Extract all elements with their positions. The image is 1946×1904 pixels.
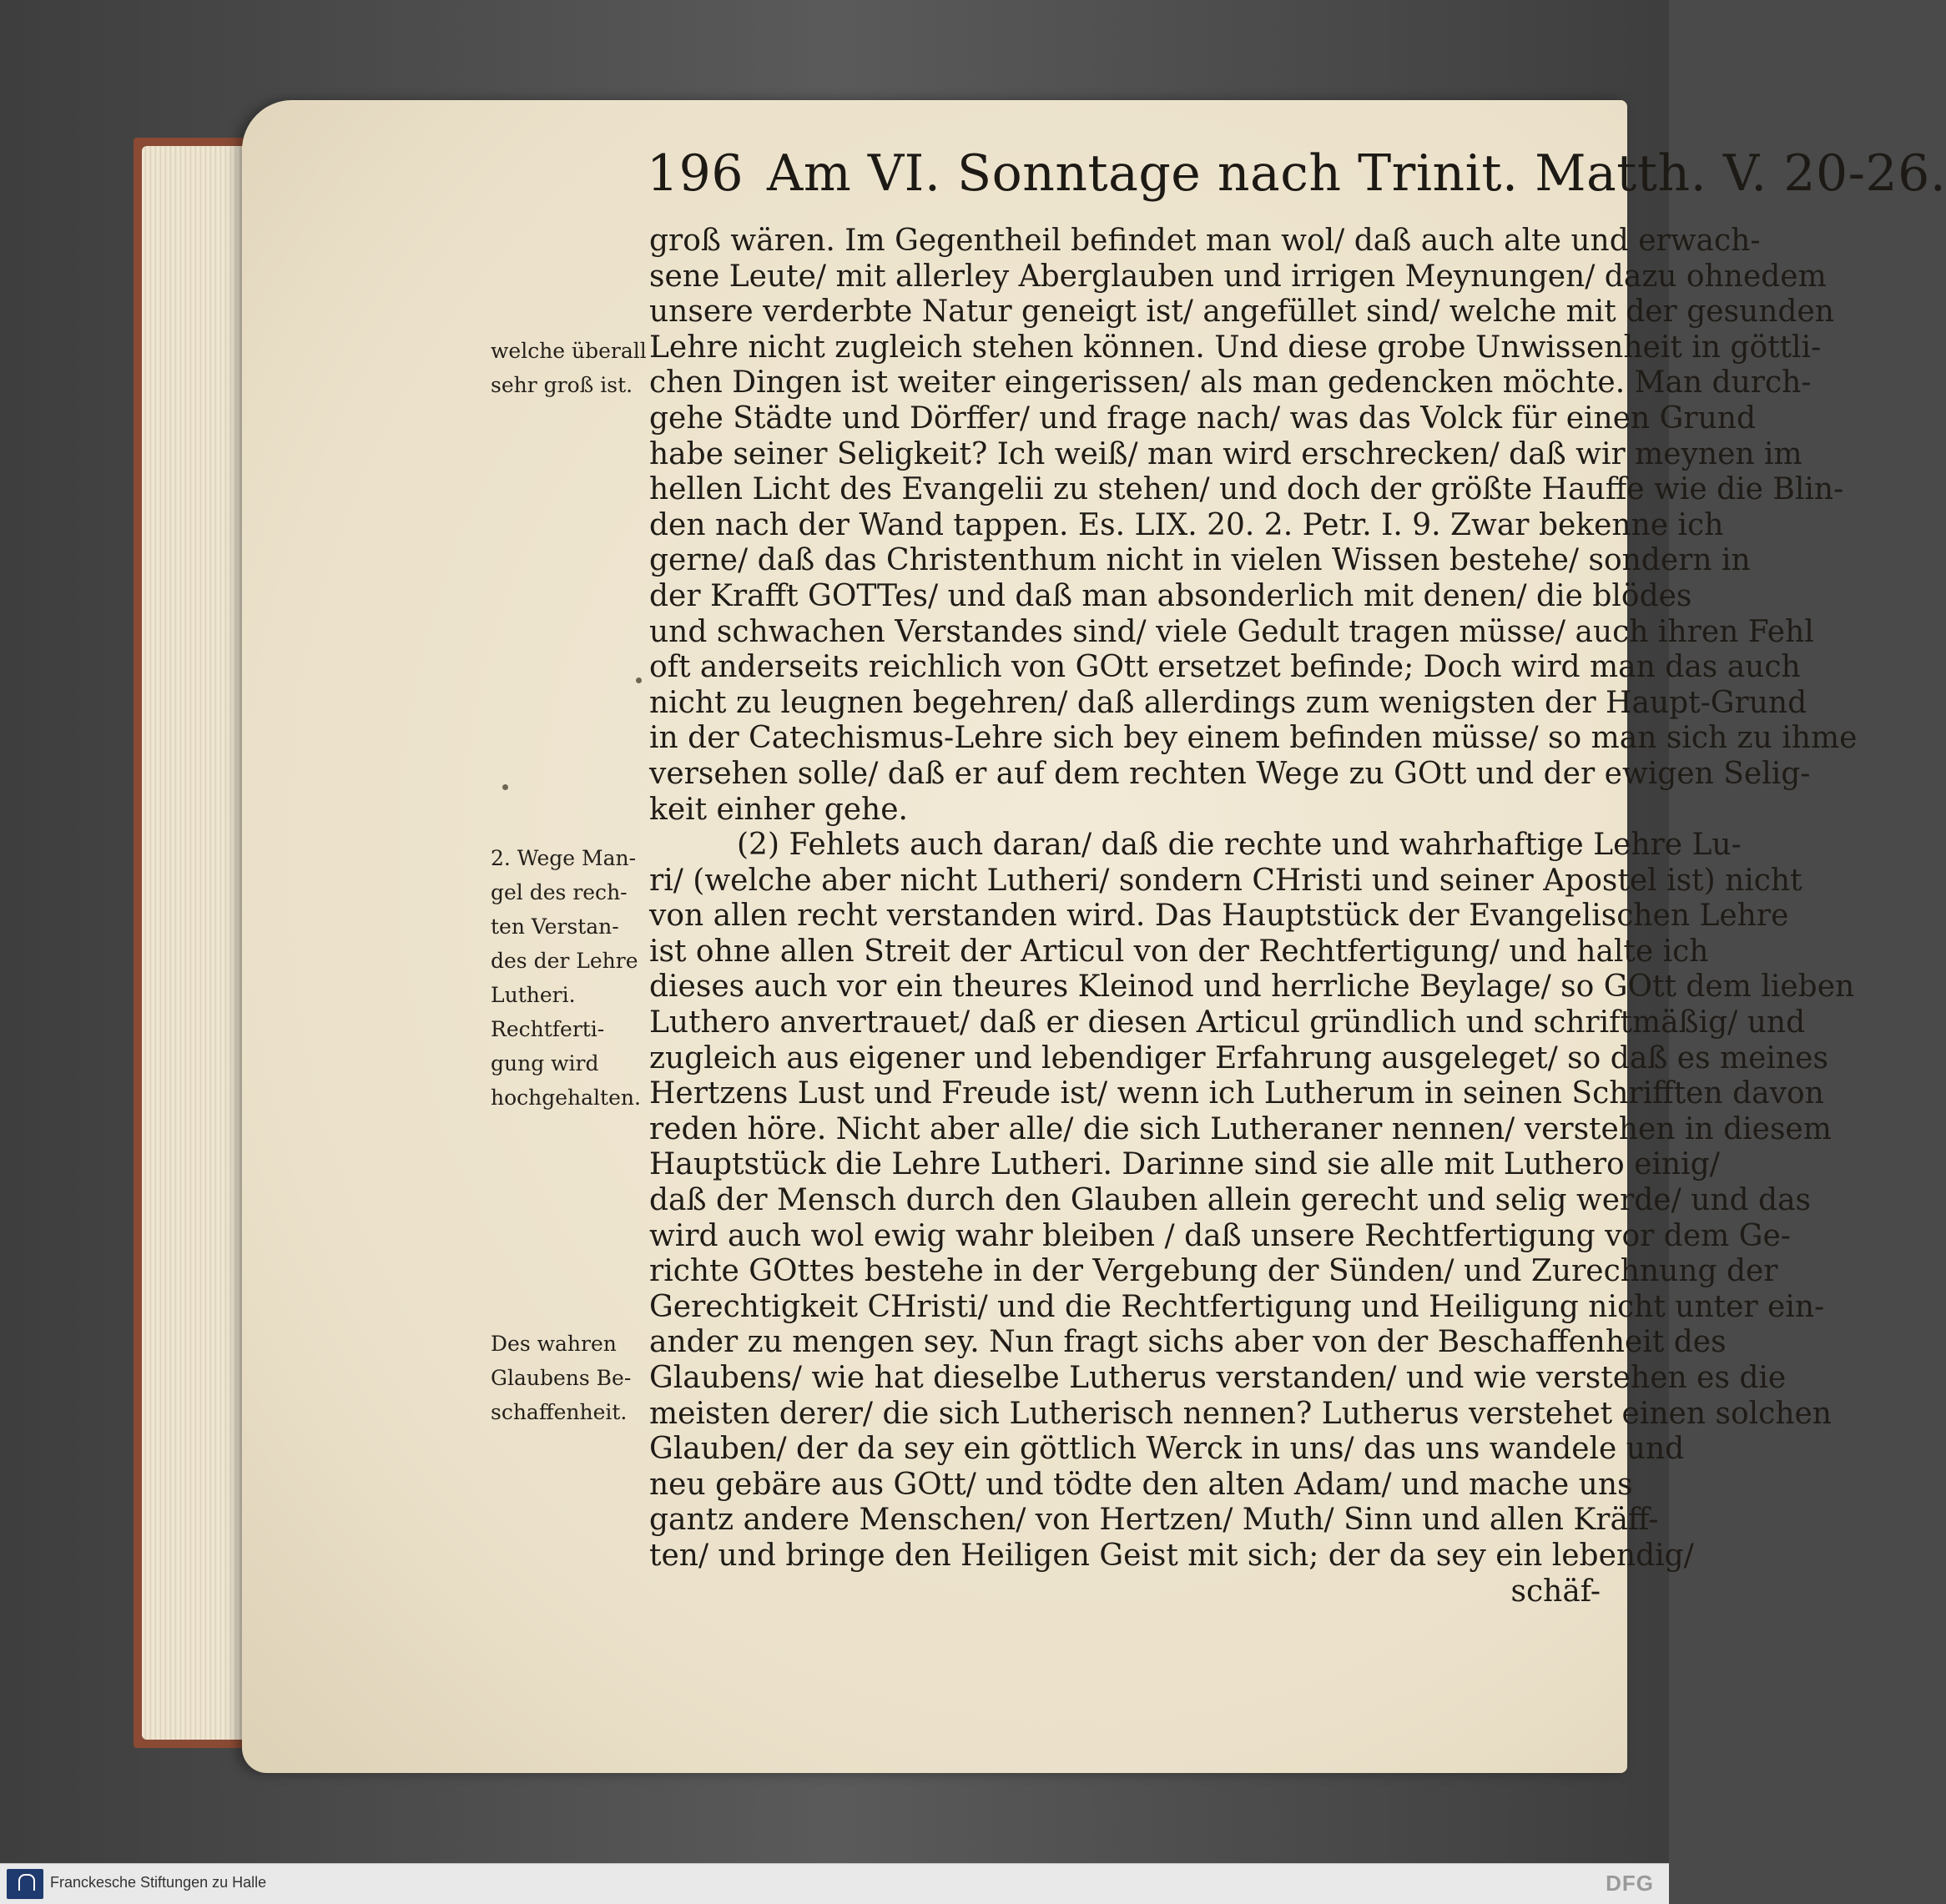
text-line: Hertzens Lust und Freude ist/ wenn ich Lutherum in seinen Schrifften davon <box>649 1076 1824 1111</box>
margin-note-faith <box>491 1327 658 1429</box>
margin-note-line: Rechtferti- <box>491 1017 605 1041</box>
text-line: zugleich aus eigener und lebendiger Erfahrung ausgeleget/ so daß es meines <box>649 1040 1828 1075</box>
text-line: reden höre. Nicht aber alle/ die sich Lutheraner nennen/ verstehen in diesem <box>649 1111 1832 1146</box>
text-line: Luthero anvertrauet/ daß er diesen Articul gründlich und schriftmäßig/ und <box>649 1005 1806 1040</box>
margin-note-line: schaffenheit. <box>491 1400 628 1424</box>
margin-note-line: 2. Wege Man- <box>491 846 637 870</box>
text-line: richte GOttes bestehe in der Vergebung der Sünden/ und Zurechnung der <box>649 1254 1778 1289</box>
ink-speck <box>502 784 508 790</box>
body-text <box>649 224 1858 1609</box>
text-line: oft anderseits reichlich von GOtt ersetzet befinde; Doch wird man das auch <box>649 650 1801 685</box>
text-line: gerne/ daß das Christenthum nicht in vielen Wissen bestehe/ sondern in <box>649 543 1751 578</box>
margin-note-line: Des wahren <box>491 1332 617 1356</box>
text-line: Gerechtigkeit CHristi/ und die Rechtfertigung und Heiligung nicht unter ein- <box>649 1289 1825 1324</box>
text-line: sene Leute/ mit allerley Aberglauben und irrigen Meynungen/ dazu ohnedem <box>649 259 1827 294</box>
margin-note-line: gel des rech- <box>491 880 628 904</box>
catchword: schäf- <box>1510 1574 1601 1609</box>
text-line: Lehre nicht zugleich stehen können. Und diese grobe Unwissenheit in göttli- <box>649 330 1822 365</box>
text-line: groß wären. Im Gegentheil befindet man wol/ daß auch alte und erwach- <box>649 224 1761 258</box>
text-line: wird auch wol ewig wahr bleiben / daß unsere Rechtfertigung vor dem Ge- <box>649 1218 1791 1253</box>
text-line: der Krafft GOTTes/ und daß man absonderlich mit denen/ die blödes <box>649 578 1692 613</box>
text-line: versehen solle/ daß er auf dem rechten Wege zu GOtt und der ewigen Selig- <box>649 756 1811 791</box>
text-line: daß der Mensch durch den Glauben allein gerecht und selig werde/ und das <box>649 1183 1812 1218</box>
text-line: unsere verderbte Natur geneigt ist/ angefüllet sind/ welche mit der gesunden <box>649 295 1834 330</box>
margin-note-line: sehr groß ist. <box>491 373 633 397</box>
text-line: chen Dingen ist weiter eingerissen/ als man gedencken möchte. Man durch- <box>649 365 1812 400</box>
text-line: meisten derer/ die sich Lutherisch nennen? Lutherus verstehet einen solchen <box>649 1396 1832 1431</box>
margin-note-doctrine <box>491 841 658 1115</box>
dfg-logo[interactable]: DFG <box>1606 1871 1654 1896</box>
margin-note-line: welche überall <box>491 339 647 363</box>
text-line: den nach der Wand tappen. Es. LIX. 20. 2. Petr. I. 9. Zwar bekenne ich <box>649 507 1724 542</box>
margin-note-line: hochgehalten. <box>491 1085 641 1110</box>
text-line: in der Catechismus-Lehre sich bey einem befinden müsse/ so man sich zu ihme <box>649 721 1858 756</box>
margin-note-line: des der Lehre <box>491 949 638 973</box>
margin-note-line: ten Verstan- <box>491 914 619 939</box>
text-line: Hauptstück die Lehre Lutheri. Darinne sind sie alle mit Luthero einig/ <box>649 1147 1720 1182</box>
text-line: ander zu mengen sey. Nun fragt sichs aber von der Beschaffenheit des <box>649 1325 1727 1360</box>
text-line: dieses auch vor ein theures Kleinod und herrliche Beylage/ so GOtt dem lieben <box>649 970 1855 1005</box>
margin-note-line: Glaubens Be- <box>491 1366 632 1390</box>
text-line: gehe Städte und Dörffer/ und frage nach/ was das Volck für einen Grund <box>649 400 1757 436</box>
text-line: ten/ und bringe den Heiligen Geist mit sich; der da sey ein lebendig/ <box>649 1538 1694 1573</box>
text-line: von allen recht verstanden wird. Das Hauptstück der Evangelischen Lehre <box>649 899 1789 934</box>
text-line: nicht zu leugnen begehren/ daß allerdings zum wenigsten der Haupt-Grund <box>649 685 1807 720</box>
text-line: keit einher gehe. <box>649 792 908 827</box>
text-line: hellen Licht des Evangelii zu stehen/ und doch der größte Hauffe wie die Blin- <box>649 472 1844 507</box>
margin-note-line: gung wird <box>491 1051 599 1075</box>
text-line: gantz andere Menschen/ von Hertzen/ Muth/ Sinn und allen Kräff- <box>649 1503 1659 1538</box>
page-edges <box>142 146 250 1740</box>
text-line: ri/ (welche aber nicht Lutheri/ sondern CHristi und seiner Apostel ist) nicht <box>649 863 1802 898</box>
paragraph-start-line: (2) Fehlets auch daran/ daß die rechte und wahrhaftige Lehre Lu- <box>737 828 1742 863</box>
ink-speck <box>636 677 642 683</box>
running-head-title: Am VI. Sonntage nach Trinit. Matth. V. 20-26. <box>767 144 1946 203</box>
francke-foundation-logo-icon[interactable] <box>7 1869 43 1899</box>
text-line: und schwachen Verstandes sind/ viele Gedult tragen müsse/ auch ihren Fehl <box>649 614 1814 649</box>
text-line: ist ohne allen Streit der Articul von der Rechtfertigung/ und halte ich <box>649 934 1709 969</box>
text-line: habe seiner Seligkeit? Ich weiß/ man wird erschrecken/ daß wir meynen im <box>649 436 1802 471</box>
text-line: Glauben/ der da sey ein göttlich Werck in uns/ das uns wandele und <box>649 1432 1685 1467</box>
text-line: neu gebäre aus GOtt/ und tödte den alten Adam/ und mache uns <box>649 1467 1633 1502</box>
margin-note-ignorance <box>491 334 658 402</box>
running-head <box>647 140 1946 207</box>
institution-label[interactable]: Franckesche Stiftungen zu Halle <box>50 1874 267 1891</box>
page-number: 196 <box>647 144 744 203</box>
text-line: Glaubens/ wie hat dieselbe Lutherus verstanden/ und wie verstehen es die <box>649 1361 1787 1395</box>
viewer-footer <box>0 1863 1669 1904</box>
margin-note-line: Lutheri. <box>491 983 576 1007</box>
